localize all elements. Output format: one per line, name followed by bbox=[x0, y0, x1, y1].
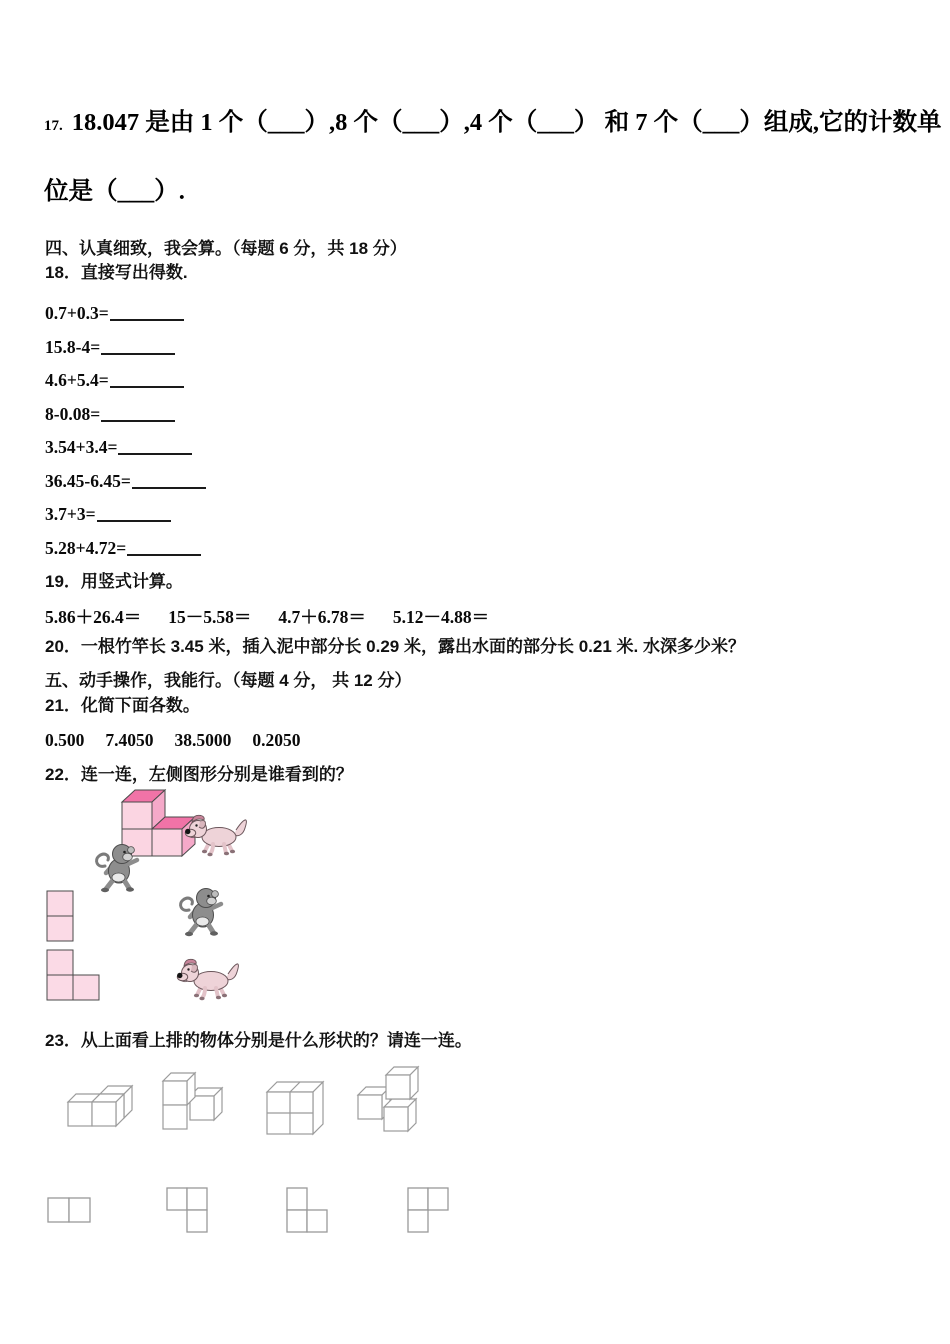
q21-number-row bbox=[45, 730, 301, 751]
cube-front-face bbox=[122, 802, 152, 829]
q18-expression: 3.7+3= bbox=[45, 504, 96, 524]
flat-square bbox=[167, 1188, 187, 1210]
q21-number: 0.2050 bbox=[252, 730, 301, 750]
question-18-title: 18．直接写出得数. bbox=[45, 263, 188, 282]
monkey-option bbox=[181, 889, 221, 937]
view-shape-vertical-domino bbox=[47, 891, 73, 941]
cube-front-face bbox=[190, 1096, 214, 1120]
q18-expression: 8-0.08= bbox=[45, 404, 101, 424]
object-figure-2 bbox=[163, 1073, 222, 1129]
flat-square bbox=[287, 1188, 307, 1210]
q23-match-illustration bbox=[0, 1050, 480, 1250]
answer-blank bbox=[127, 541, 201, 556]
question-21-title: 21．化简下面各数。 bbox=[45, 696, 200, 715]
flat-square bbox=[428, 1188, 448, 1210]
answer-blank bbox=[110, 373, 184, 388]
flat-square bbox=[287, 1210, 307, 1232]
section-4-header: 四、认真细致，我会算。（每题 6 分，共 18 分） bbox=[45, 239, 407, 258]
q19-problem-row bbox=[45, 604, 489, 629]
answer-blank bbox=[110, 306, 184, 321]
answer-blank bbox=[101, 407, 175, 422]
q18-expression: 3.54+3.4= bbox=[45, 437, 118, 457]
q18-expression: 15.8-4= bbox=[45, 337, 101, 357]
q18-expression: 36.45-6.45= bbox=[45, 471, 131, 491]
q18-problem-row bbox=[45, 437, 192, 458]
top-view-shape-2 bbox=[167, 1188, 207, 1232]
q18-expression: 5.28+4.72= bbox=[45, 538, 127, 558]
question-17-text-continued: 位是（___）. bbox=[44, 178, 185, 205]
q19-expression: 5.12－4.88＝ bbox=[392, 607, 490, 627]
cube-front-face bbox=[163, 1105, 187, 1129]
q18-problem-row bbox=[45, 504, 171, 525]
q21-number: 38.5000 bbox=[174, 730, 232, 750]
answer-blank bbox=[101, 340, 175, 355]
q18-problem-row bbox=[45, 303, 184, 324]
answer-blank bbox=[118, 440, 192, 455]
top-view-shape-1 bbox=[48, 1198, 90, 1222]
question-23-title: 23．从上面看上排的物体分别是什么形状的？请连一连。 bbox=[45, 1031, 472, 1050]
q22-match-illustration bbox=[0, 786, 300, 1016]
q18-problem-row bbox=[45, 337, 175, 358]
monkey-viewer-top bbox=[97, 845, 137, 893]
top-view-shape-4 bbox=[408, 1188, 448, 1232]
flat-square bbox=[47, 916, 73, 941]
object-figure-1 bbox=[68, 1086, 132, 1126]
q18-problem-row bbox=[45, 538, 201, 559]
cube-side-face bbox=[313, 1082, 323, 1134]
flat-square bbox=[408, 1210, 428, 1232]
answer-blank bbox=[132, 474, 206, 489]
q18-expression: 0.7+0.3= bbox=[45, 303, 109, 323]
q21-number: 0.500 bbox=[45, 730, 85, 750]
flat-square bbox=[187, 1188, 207, 1210]
question-19-title: 19．用竖式计算。 bbox=[45, 572, 183, 591]
flat-square bbox=[307, 1210, 327, 1232]
question-20-text: 20．一根竹竿长 3.45 米，插入泥中部分长 0.29 米，露出水面的部分长 0.21 米. 水深多少米？ bbox=[45, 637, 745, 656]
cube-front-face bbox=[384, 1107, 408, 1131]
q19-expression: 4.7＋6.78＝ bbox=[278, 607, 366, 627]
cube-front-face bbox=[386, 1075, 410, 1099]
dog-viewer-top bbox=[185, 815, 246, 856]
flat-square bbox=[73, 975, 99, 1000]
q18-problem-row bbox=[45, 471, 206, 492]
q21-number: 7.4050 bbox=[105, 730, 154, 750]
question-17-text: 18.047 是由 1 个（___）,8 个（___）,4 个（___） 和 7 个（___）组成,它的计数单 bbox=[71, 109, 942, 136]
flat-square bbox=[47, 975, 73, 1000]
cube-front-face bbox=[92, 1102, 116, 1126]
question-17-number: 17. bbox=[44, 118, 63, 134]
flat-square bbox=[47, 891, 73, 916]
flat-square bbox=[408, 1188, 428, 1210]
q18-problem-row bbox=[45, 404, 175, 425]
q19-expression: 5.86＋26.4＝ bbox=[45, 607, 142, 627]
cube-front-face bbox=[152, 829, 182, 856]
pink-cube-structure bbox=[122, 790, 195, 856]
flat-square bbox=[69, 1198, 90, 1222]
object-figure-3 bbox=[267, 1082, 323, 1134]
question-17-line-2 bbox=[44, 172, 185, 207]
cube-front-face bbox=[163, 1081, 187, 1105]
flat-square bbox=[47, 950, 73, 975]
question-22-title: 22．连一连，左侧图形分别是谁看到的？ bbox=[45, 765, 353, 784]
question-17-line-1 bbox=[44, 103, 942, 138]
top-view-shape-3 bbox=[287, 1188, 327, 1232]
flat-square bbox=[48, 1198, 69, 1222]
q19-expression: 15－5.58＝ bbox=[168, 607, 252, 627]
flat-square bbox=[187, 1210, 207, 1232]
cube-front-face bbox=[358, 1095, 382, 1119]
dog-option bbox=[177, 959, 238, 1000]
answer-blank bbox=[97, 507, 171, 522]
object-figure-4 bbox=[358, 1067, 418, 1131]
cube-front-face bbox=[68, 1102, 92, 1126]
section-5-header: 五、动手操作，我能行。（每题 4 分， 共 12 分） bbox=[45, 671, 412, 690]
q18-problem-row bbox=[45, 370, 184, 391]
q18-expression: 4.6+5.4= bbox=[45, 370, 109, 390]
view-shape-l-tromino bbox=[47, 950, 99, 1000]
